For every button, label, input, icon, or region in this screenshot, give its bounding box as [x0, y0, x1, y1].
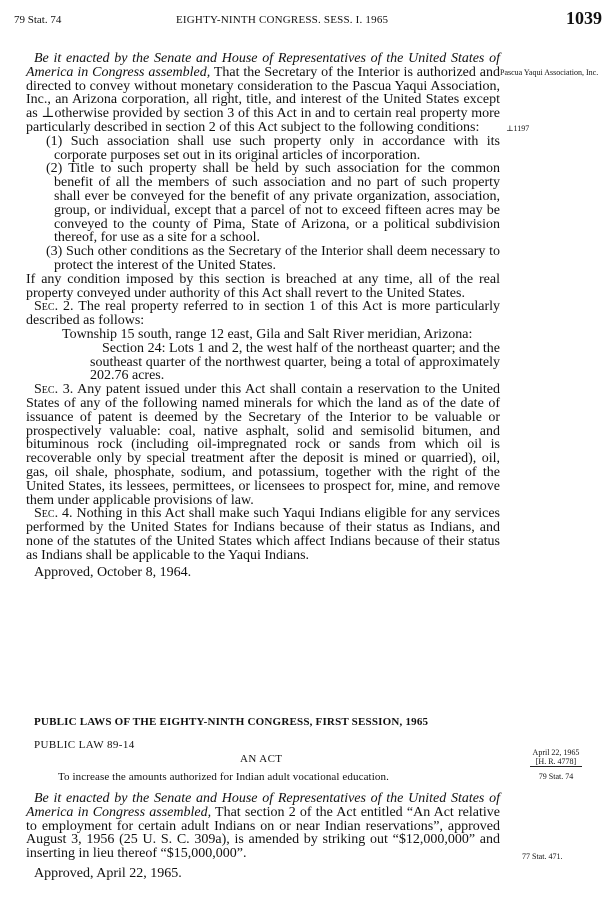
public-law-number: PUBLIC LAW 89-14	[34, 739, 135, 751]
section-2: Sec. 2. The real property referred to in section 1 of this Act is more particularly described as follows:	[26, 299, 500, 329]
section-4: Sec. 4. Nothing in this Act shall make such Yaqui Indians eligible for any services performed by the United States for Indians because of their status as Indians, and none of the statutes of the United States which affect Indians because of their status as Indians shall be applicable to the Yaqui Indians.	[26, 506, 500, 563]
header-stat-reference: 79 Stat. 74	[14, 14, 62, 26]
act-two-body	[26, 792, 500, 881]
enacting-clause-2: Be it enacted by the Senate and House of Representatives of the United States of America in Congress assembled, That section 2 of the Act entitled “An Act relative to employment for certain adult Indians on or near Indian reservations”, approved August 3, 1956 (25 U. S. C. 309a), is amended by striking out “$12,000,000” and inserting in lieu thereof “$15,000,000”.	[26, 791, 500, 862]
reversion-clause: If any condition imposed by this section is breached at any time, all of the real property conveyed under authority of this Act shall revert to the United States.	[26, 271, 500, 301]
public-laws-heading: PUBLIC LAWS OF THE EIGHTY-NINTH CONGRESS, FIRST SESSION, 1965	[34, 716, 429, 728]
condition-2: (2) Title to such property shall be held by such association for the common benefit of all the members of such association and no part of such property shall ever be conveyed for the benefit of any private organization, association, group, or individual, except that a parcel of not to exceed fifteen acres may be conveyed to the county of Pima, State of Arizona, or a political subdivision thereof, for use as a site for a school.	[46, 161, 500, 246]
act-purpose: To increase the amounts authorized for Indian adult vocational education.	[58, 771, 389, 783]
header-congress-session: EIGHTY-NINTH CONGRESS. SESS. I. 1965	[176, 14, 389, 26]
margin-stat-74: 79 Stat. 74	[538, 772, 574, 781]
section-24-description: Section 24: Lots 1 and 2, the west half of the northeast quarter; and the southeast quarter of the northwest quarter, being a total of approximately 202.76 acres.	[90, 340, 500, 384]
approval-date: Approved, October 8, 1964.	[34, 565, 192, 581]
margin-date-bill: April 22, 1965 [H. R. 4778]	[506, 748, 606, 767]
margin-stat-471: 77 Stat. 471.	[522, 852, 563, 861]
act-title: AN ACT	[240, 753, 283, 765]
act-one-body	[26, 52, 500, 580]
margin-note-pascua: Pascua Yaqui Association, Inc.	[500, 68, 599, 77]
page-number: 1039	[566, 8, 602, 28]
section-3: Sec. 3. Any patent issued under this Act shall contain a reservation to the United States of any of the following named minerals for which the land as of the date of issuance of patent is deemed by the Secretary of the Interior to be valuable or prospectively valuable: coal, native asphalt, solid and semisolid bitumen, and bituminous rock (including oil-impregnated rock or sands from which oil is recoverable only by special treatment after the deposit is mined or quarried), oil, gas, oil shale, phosphate, sodium, and potassium, together with the right of the United States, its lessees, permittees, or licensees to prospect for, mine, and remove them under applicable provisions of law.	[26, 382, 500, 508]
condition-1: (1) Such association shall use such property only in accordance with its corporate purposes set out in its original articles of incorporation.	[46, 133, 500, 163]
approval-date-2: Approved, April 22, 1965.	[34, 865, 182, 881]
enacting-clause: Be it enacted by the Senate and House of Representatives of the United States of America in Congress assembled, That the Secretary of the Interior is authorized and directed to convey without monetary consideration to the Pascua Yaqui Association, Inc., an Arizona corporation, all right, title, and interest of the United States except as ⊥otherwise provided by section 3 of this Act in and to certain real property more particularly described in section 2 of this Act subject to the following conditions:	[26, 51, 500, 135]
township-description: Township 15 south, range 12 east, Gila and Salt River meridian, Arizona:	[62, 326, 473, 342]
condition-3: (3) Such other conditions as the Secretary of the Interior shall deem necessary to protect the interest of the United States.	[46, 244, 500, 273]
margin-note-1197: ⊥1197	[506, 124, 530, 133]
